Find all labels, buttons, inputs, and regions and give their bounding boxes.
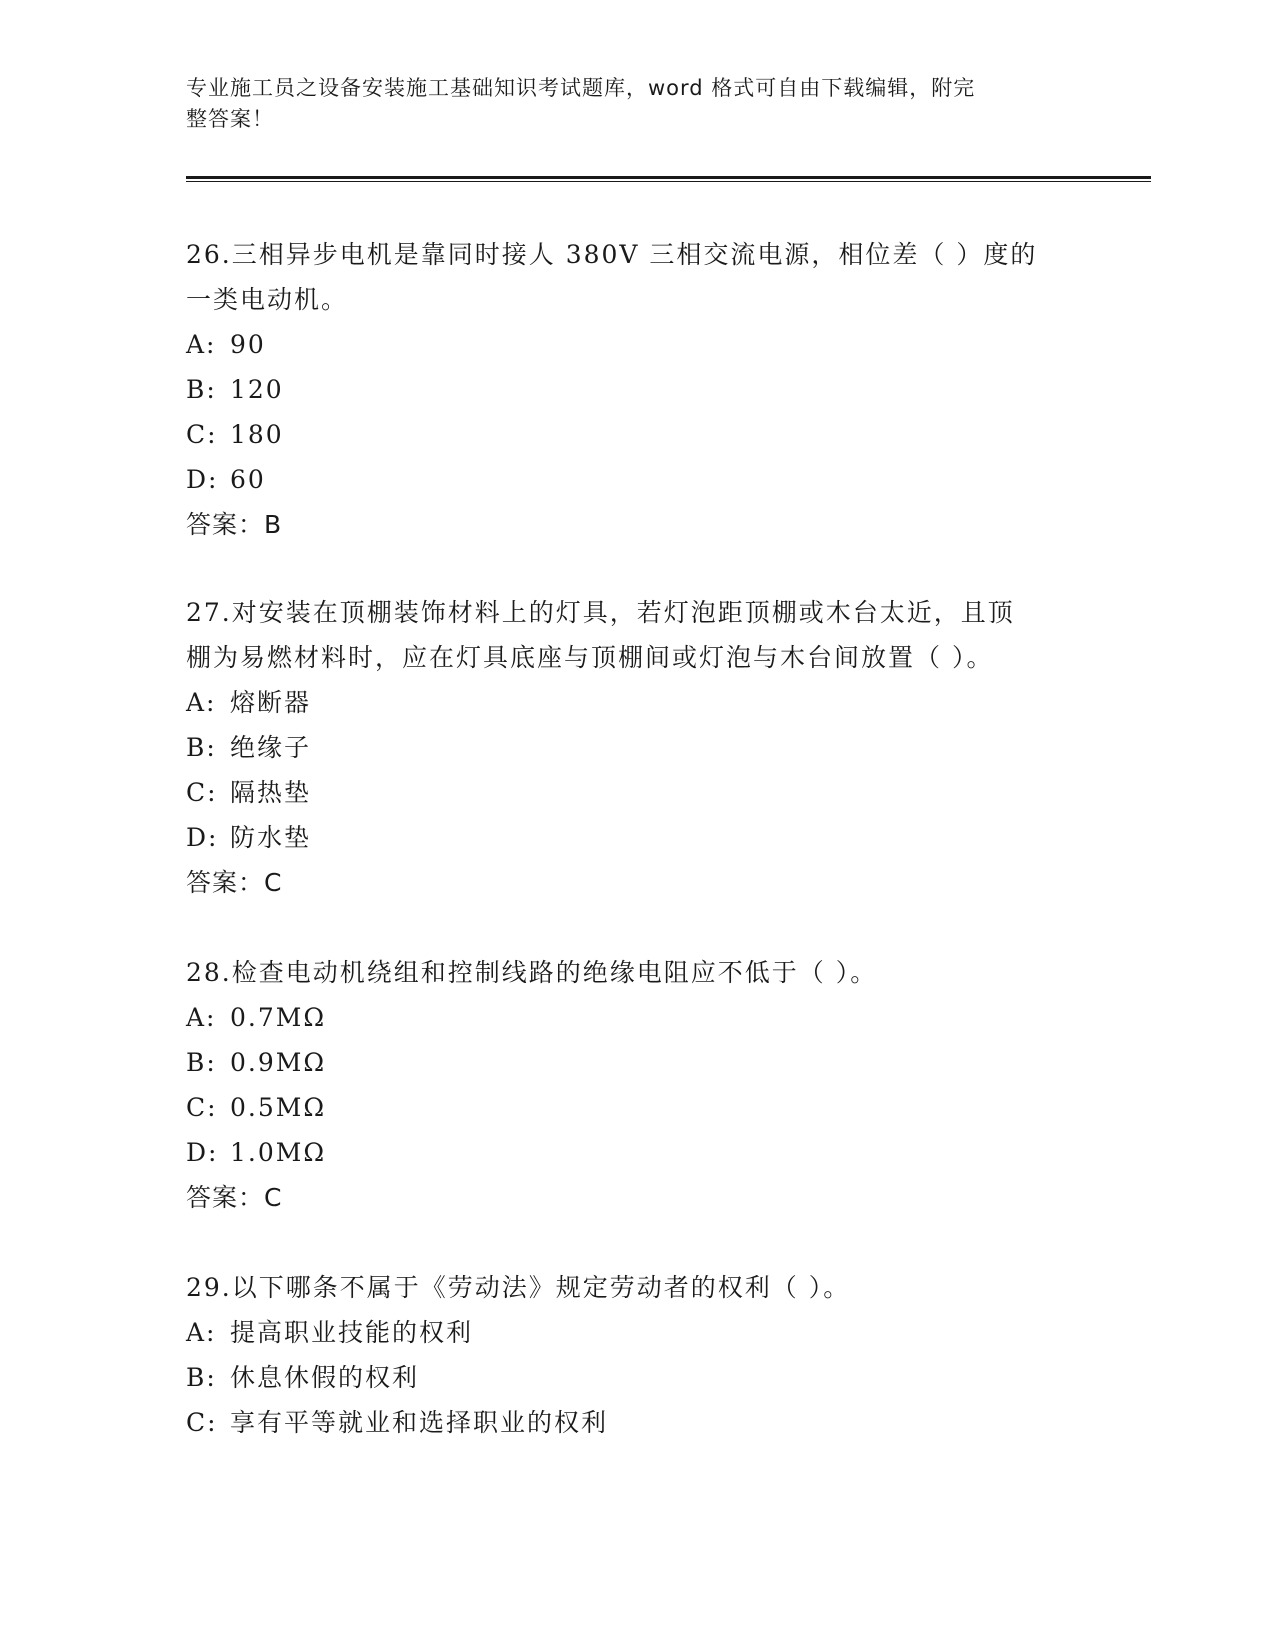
question-26 — [186, 232, 1086, 547]
option-letter: C: — [186, 1093, 218, 1122]
option-text: 0.7MΩ — [230, 1003, 327, 1032]
option-d — [186, 457, 1086, 502]
option-text: 0.5MΩ — [230, 1093, 327, 1122]
question-text: 26.三相异步电机是靠同时接人 380V 三相交流电源，相位差（ ）度的 — [186, 240, 1038, 269]
option-text: 防水垫 — [230, 823, 312, 852]
option-letter: B: — [186, 733, 217, 762]
option-text: 提高职业技能的权利 — [230, 1318, 474, 1347]
answer-line: 答案：C — [186, 1183, 283, 1212]
answer-line: 答案：C — [186, 868, 283, 897]
option-text: 120 — [230, 375, 284, 404]
document-header — [186, 73, 1066, 135]
option-text: 90 — [230, 330, 266, 359]
option-c — [186, 1400, 1086, 1445]
option-a — [186, 680, 1086, 725]
header-line-1: 专业施工员之设备安装施工基础知识考试题库，word 格式可自由下载编辑，附完 — [186, 76, 976, 100]
question-28 — [186, 950, 1086, 1220]
option-b — [186, 725, 1086, 770]
question-text: 27.对安装在顶棚装饰材料上的灯具，若灯泡距顶棚或木台太近，且顶 — [186, 598, 1015, 627]
option-d — [186, 1130, 1086, 1175]
option-letter: C: — [186, 420, 218, 449]
option-a — [186, 322, 1086, 367]
option-text: 隔热垫 — [230, 778, 312, 807]
option-text: 60 — [230, 465, 266, 494]
question-27 — [186, 590, 1086, 905]
option-a — [186, 995, 1086, 1040]
header-line-2: 整答案！ — [186, 107, 274, 131]
option-letter: D: — [186, 823, 219, 852]
option-letter: C: — [186, 1408, 218, 1437]
question-29 — [186, 1265, 1086, 1445]
answer-line: 答案：B — [186, 510, 283, 539]
option-b — [186, 1355, 1086, 1400]
header-divider-thick — [186, 176, 1151, 179]
option-text: 1.0MΩ — [230, 1138, 327, 1167]
option-letter: C: — [186, 778, 218, 807]
option-text: 0.9MΩ — [230, 1048, 327, 1077]
option-c — [186, 770, 1086, 815]
option-c — [186, 412, 1086, 457]
question-text: 29.以下哪条不属于《劳动法》规定劳动者的权利（ ）。 — [186, 1273, 851, 1302]
option-text: 绝缘子 — [230, 733, 312, 762]
question-text: 28.检查电动机绕组和控制线路的绝缘电阻应不低于（ ）。 — [186, 958, 878, 987]
option-text: 享有平等就业和选择职业的权利 — [230, 1408, 609, 1437]
option-letter: A: — [186, 330, 217, 359]
option-letter: B: — [186, 1048, 217, 1077]
option-b — [186, 367, 1086, 412]
header-divider-thin — [186, 181, 1151, 182]
option-text: 休息休假的权利 — [230, 1363, 420, 1392]
option-text: 熔断器 — [230, 688, 312, 717]
option-letter: B: — [186, 375, 217, 404]
option-letter: A: — [186, 1003, 217, 1032]
option-b — [186, 1040, 1086, 1085]
option-d — [186, 815, 1086, 860]
option-letter: D: — [186, 465, 219, 494]
option-a — [186, 1310, 1086, 1355]
question-text: 一类电动机。 — [186, 285, 349, 314]
option-text: 180 — [230, 420, 284, 449]
option-c — [186, 1085, 1086, 1130]
option-letter: B: — [186, 1363, 217, 1392]
option-letter: A: — [186, 688, 217, 717]
option-letter: A: — [186, 1318, 217, 1347]
option-letter: D: — [186, 1138, 219, 1167]
question-text: 棚为易燃材料时，应在灯具底座与顶棚间或灯泡与木台间放置（ ）。 — [186, 643, 994, 672]
